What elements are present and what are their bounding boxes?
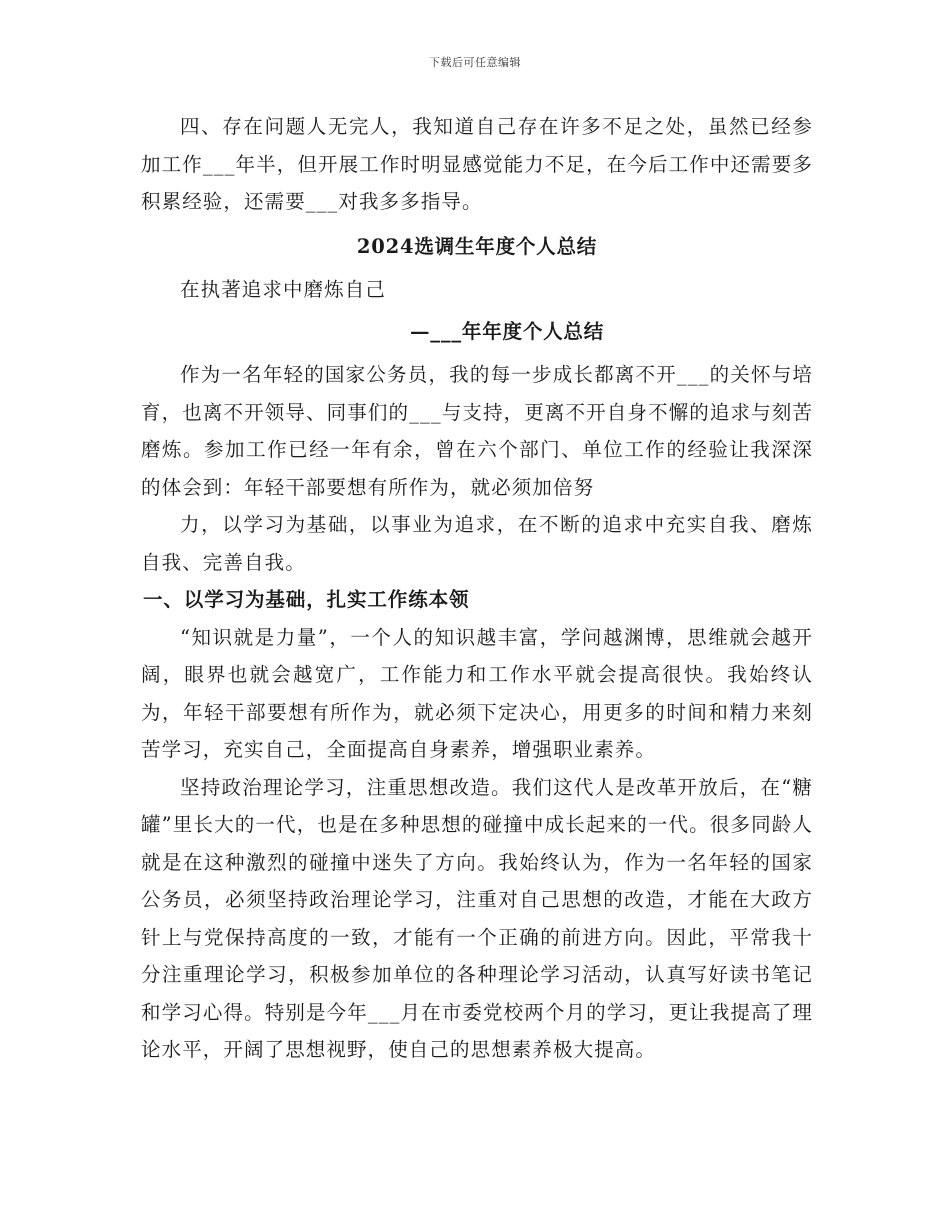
document-subtitle: 在执著追求中磨炼自己 bbox=[180, 278, 387, 301]
section-heading-1: 一、以学习为基础，扎实工作练本领 bbox=[143, 588, 470, 611]
page-header: 下载后可任意编辑 bbox=[429, 56, 521, 69]
document-title: 2024选调生年度个人总结 bbox=[356, 234, 598, 258]
paragraph-intro: 作为一名年轻的国家公务员，我的每一步成长都离不开___的关怀与培育，也离不开领导、同事们的___与支持，更离不开自身不懈的追求与刻苦磨炼。参加工作已经一年有余，曾在六个部门、单位工作的经验让我深深的体会到：年轻干部要想有所作为，就必须加倍努 bbox=[141, 363, 813, 499]
paragraph-intro-continued: 力，以学习为基础，以事业为追求，在不断的追求中充实自我、磨炼自我、完善自我。 bbox=[141, 513, 813, 574]
paragraph-knowledge: “知识就是力量”，一个人的知识越丰富，学问越渊博，思维就会越开阔，眼界也就会越宽广，工作能力和工作水平就会提高很快。我始终认为，年轻干部要想有所作为，就必须下定决心，用更多的时间和精力来刻苦学习，充实自己，全面提高自身素养，增强职业素养。 bbox=[141, 625, 813, 761]
paragraph-problems: 四、存在问题人无完人，我知道自己存在许多不足之处，虽然已经参加工作___年半，但开展工作时明显感觉能力不足，在今后工作中还需要多积累经验，还需要___对我多多指导。 bbox=[141, 115, 813, 213]
paragraph-political-study: 坚持政治理论学习，注重思想改造。我们这代人是改革开放后，在“糖罐”里长大的一代，也是在多种思想的碰撞中成长起来的一代。很多同龄人就是在这种激烈的碰撞中迷失了方向。我始终认为，作为一名年轻的国家公务员，必须坚持政治理论学习，注重对自己思想的改造，才能在大政方针上与党保持高度的一致，才能有一个正确的前进方向。因此，平常我十分注重理论学习，积极参加单位的各种理论学习活动，认真写好读书笔记和学习心得。特别是今年___月在市委党校两个月的学习，更让我提高了理论水平，开阔了思想视野，使自己的思想素养极大提高。 bbox=[141, 775, 813, 1061]
document-subline: —___年年度个人总结 bbox=[409, 319, 605, 343]
document-body bbox=[141, 108, 813, 1069]
